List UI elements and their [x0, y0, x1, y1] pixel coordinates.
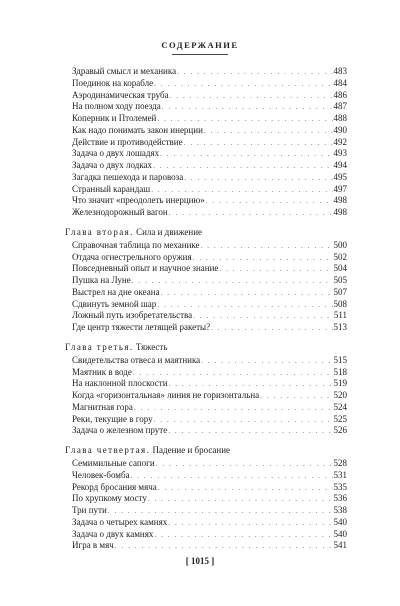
page-header: СОДЕРЖАНИЕ: [161, 40, 239, 50]
entry-page-number: 504: [333, 263, 347, 274]
entry-page-number: 487: [333, 101, 347, 112]
dot-leader: [160, 149, 332, 161]
entry-title: По хрупкому мосту: [72, 493, 147, 504]
toc-entry: [65, 367, 347, 379]
dot-leader: [134, 403, 333, 415]
entry-title: Что значит «преодолеть инерцию»: [72, 195, 205, 206]
chapter-heading: [65, 444, 347, 456]
dot-leader: [169, 208, 333, 220]
entry-page-number: 519: [333, 378, 347, 389]
dot-leader: [168, 426, 332, 438]
toc-entry: [65, 125, 347, 137]
entry-page-number: 492: [333, 136, 347, 147]
entry-title: Семимильные сапоги: [72, 458, 155, 468]
entry-page-number: 500: [333, 239, 347, 250]
toc-entry: [65, 493, 347, 505]
toc-entry: [65, 425, 347, 437]
entry-page-number: 524: [333, 401, 347, 412]
entry-page-number: 540: [333, 516, 347, 527]
toc-entry: [65, 322, 347, 334]
dot-leader: [162, 102, 333, 114]
dot-leader: [156, 459, 333, 471]
entry-page-number: 531: [333, 469, 347, 480]
entry-title: Поединок на корабле: [72, 77, 154, 88]
entry-title: Маятник в воде: [72, 366, 132, 377]
entry-page-number: 508: [333, 298, 347, 309]
entry-title: Пушка на Луне: [72, 275, 131, 285]
entry-title: Задача о двух лошадях: [72, 148, 160, 159]
entry-title: Действие и противодействие: [72, 136, 183, 147]
entry-title: Отдача огнестрельного оружия: [72, 251, 192, 262]
entry-page-number: 518: [333, 366, 347, 377]
toc-entry: [65, 355, 347, 367]
toc-entry: [65, 299, 347, 311]
entry-title: Задача о двух камнях: [72, 528, 154, 539]
dot-leader: [161, 288, 333, 300]
dot-leader: [158, 483, 333, 495]
toc-entry: [65, 240, 347, 252]
entry-page-number: 536: [333, 493, 347, 504]
dot-leader: [201, 356, 332, 368]
entry-title: Реки, текущие в гору: [72, 413, 153, 424]
dot-leader: [154, 415, 333, 427]
entry-page-number: 520: [333, 390, 347, 400]
entry-title: Ложный путь изобретательства: [72, 310, 193, 321]
entry-page-number: 540: [333, 528, 347, 539]
entry-title: Аэродинамическая труба: [72, 89, 169, 100]
toc-entry: [65, 529, 347, 541]
entry-title: Свидетельства отвеса и маятника: [72, 354, 201, 365]
page-number: [ 1015 ]: [185, 556, 215, 566]
toc-entry: [65, 287, 347, 299]
entry-page-number: 515: [333, 354, 347, 365]
entry-title: Сдвинуть земной шар: [72, 298, 157, 309]
dot-leader: [184, 173, 332, 185]
entry-title: Выстрел на дне океана: [72, 286, 160, 297]
chapter-name: Сила и движение: [136, 226, 203, 237]
entry-title: Игра в мяч: [72, 540, 114, 551]
entry-title: Справочная таблица по механике: [72, 239, 200, 250]
entry-page-number: 497: [333, 183, 347, 194]
dot-leader: [168, 518, 332, 530]
entry-title: Коперник и Птолемей: [72, 113, 157, 123]
entry-page-number: 526: [333, 425, 347, 436]
entry-title: Здравый смысл и механика: [72, 66, 177, 76]
toc-entry: [65, 148, 347, 160]
header-rule: [172, 54, 228, 55]
toc-entry: [65, 378, 347, 390]
toc-entry: [65, 482, 347, 494]
dot-leader: [204, 126, 333, 138]
entry-page-number: 498: [333, 195, 347, 206]
entry-title: Когда «горизонтальная» линия не горизонтальна: [72, 390, 260, 400]
entry-page-number: 525: [333, 413, 347, 424]
toc-entry: [65, 252, 347, 264]
toc-entry: [65, 505, 347, 517]
dot-leader: [154, 79, 332, 91]
toc-entry: [65, 263, 347, 275]
toc-entry: [65, 113, 347, 125]
entry-title: Магнитная гора: [72, 401, 133, 412]
toc-entry: [65, 78, 347, 90]
toc-entry: [65, 517, 347, 529]
dot-leader: [170, 91, 333, 103]
toc-entry: [65, 172, 347, 184]
toc-entry: [65, 414, 347, 426]
chapter-label: Глава третья.: [65, 341, 134, 352]
entry-page-number: 535: [333, 481, 347, 492]
entry-page-number: 488: [333, 113, 347, 123]
dot-leader: [193, 311, 333, 323]
toc-entry: [65, 207, 347, 219]
dot-leader: [132, 276, 333, 288]
toc-entry: [65, 275, 347, 287]
chapter-name: Падение и бросание: [152, 445, 231, 455]
chapter-label: Глава вторая.: [65, 226, 134, 237]
entry-title: Задача о двух лодках: [72, 160, 153, 170]
dot-leader: [211, 323, 332, 335]
entry-title: Где центр тяжести летящей ракеты?: [72, 322, 211, 332]
entry-page-number: 498: [333, 207, 347, 217]
table-of-contents: [65, 66, 347, 552]
dot-leader: [154, 530, 332, 542]
dot-leader: [206, 196, 333, 208]
entry-title: На полном ходу поезда: [72, 101, 161, 112]
toc-entry: [65, 137, 347, 149]
entry-page-number: 493: [333, 148, 347, 159]
entry-title: Задача о железном пруте: [72, 425, 168, 436]
chapter-label: Глава четвертая.: [65, 445, 151, 455]
entry-page-number: 484: [333, 77, 347, 88]
dot-leader: [177, 67, 332, 79]
entry-page-number: 528: [333, 458, 347, 468]
entry-title: Рекорд бросания мяча: [72, 481, 157, 492]
chapter-name: Тяжесть: [135, 341, 168, 352]
entry-title: Загадка пешехода и паровоза: [72, 171, 184, 182]
chapter-heading: [65, 226, 347, 238]
entry-title: Странный карандаш: [72, 183, 151, 194]
entry-page-number: 513: [333, 322, 347, 332]
dot-leader: [260, 391, 332, 403]
entry-page-number: 507: [333, 286, 347, 297]
entry-title: Как надо понимать закон инерции: [72, 124, 203, 135]
toc-entry: [65, 540, 347, 552]
chapter-heading: [65, 341, 347, 353]
toc-entry: [65, 195, 347, 207]
entry-page-number: 495: [333, 171, 347, 182]
toc-entry: [65, 184, 347, 196]
toc-entry: [65, 390, 347, 402]
toc-entry: [65, 402, 347, 414]
entry-title: Железнодорожный вагон: [72, 207, 168, 217]
dot-leader: [148, 494, 333, 506]
entry-page-number: 490: [333, 124, 347, 135]
entry-page-number: 494: [333, 160, 347, 170]
toc-entry: [65, 90, 347, 102]
dot-leader: [131, 471, 333, 483]
toc-entry: [65, 160, 347, 172]
toc-entry: [65, 310, 347, 322]
entry-page-number: 541: [333, 540, 347, 551]
entry-page-number: 502: [333, 251, 347, 262]
toc-entry: [65, 458, 347, 470]
dot-leader: [219, 264, 332, 276]
entry-page-number: 483: [333, 66, 347, 76]
dot-leader: [115, 541, 333, 553]
toc-entry: [65, 66, 347, 78]
toc-entry: [65, 470, 347, 482]
entry-page-number: 538: [333, 505, 347, 515]
entry-title: Повседневный опыт и научное знание: [72, 263, 219, 274]
entry-page-number: 486: [333, 89, 347, 100]
entry-title: На наклонной плоскости: [72, 378, 168, 389]
entry-title: Три пути: [72, 505, 107, 515]
entry-title: Человек-бомба: [72, 469, 130, 480]
dot-leader: [201, 241, 333, 253]
entry-page-number: 511: [333, 310, 347, 321]
entry-page-number: 505: [333, 275, 347, 285]
dot-leader: [184, 138, 333, 150]
entry-title: Задача о четырех камнях: [72, 516, 168, 527]
toc-entry: [65, 101, 347, 113]
